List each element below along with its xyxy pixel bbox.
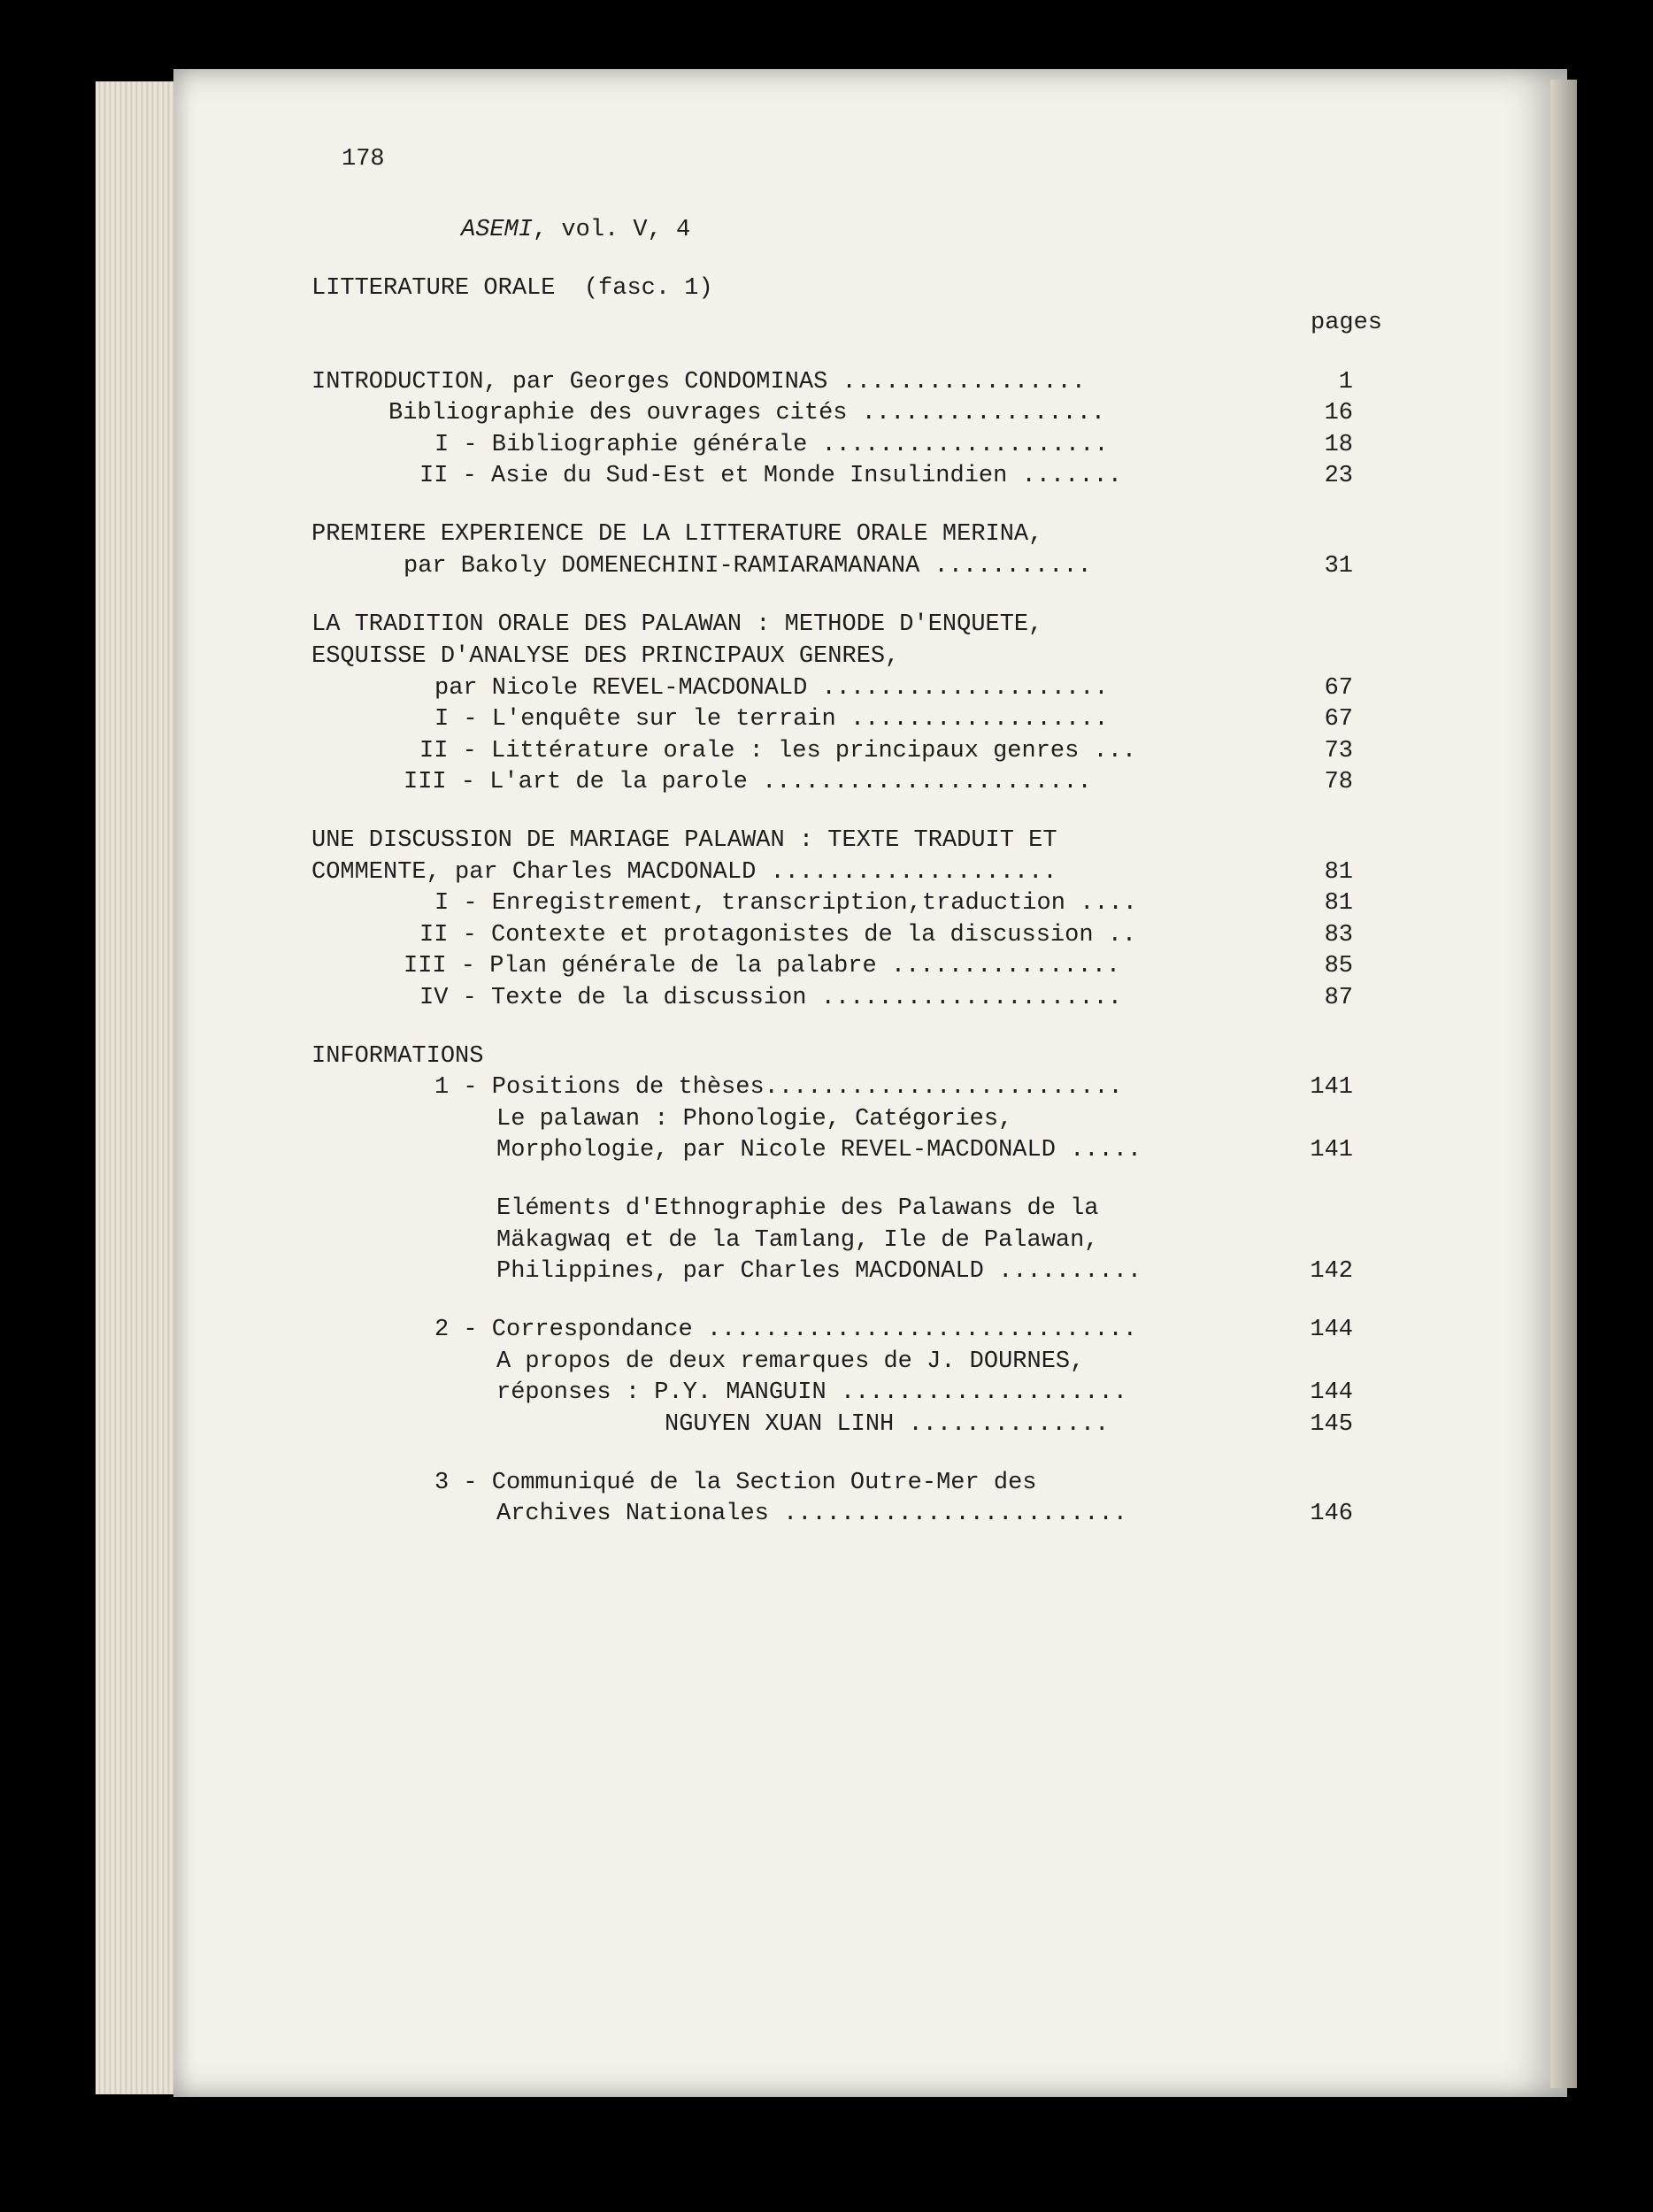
toc-entry: NGUYEN XUAN LINH ..............: [665, 1411, 1110, 1438]
toc-entry: II - Littérature orale : les principaux genres ...: [419, 738, 1137, 764]
toc-page: 73: [1324, 738, 1353, 764]
table-of-contents: [173, 69, 1567, 2097]
toc-entry: II - Contexte et protagonistes de la discussion ..: [419, 922, 1137, 949]
toc-entry: par Nicole REVEL-MACDONALD ....................: [434, 675, 1109, 702]
toc-entry: I - L'enquête sur le terrain ..................: [434, 706, 1109, 733]
toc-entry: II - Asie du Sud-Est et Monde Insulindien .......: [419, 463, 1122, 489]
toc-page: 83: [1324, 922, 1353, 949]
toc-entry: Le palawan : Phonologie, Catégories,: [496, 1106, 1013, 1133]
book-page-edges: [96, 81, 181, 2094]
toc-page: 81: [1324, 859, 1353, 886]
toc-entry: réponses : P.Y. MANGUIN ....................: [496, 1379, 1127, 1406]
toc-page: 146: [1310, 1501, 1353, 1527]
running-head: [461, 216, 690, 244]
toc-entry: I - Enregistrement, transcription,traduction ....: [434, 890, 1137, 917]
toc-page: 144: [1310, 1317, 1353, 1343]
journal-name: ASEMI: [461, 217, 534, 243]
toc-entry: A propos de deux remarques de J. DOURNES,: [496, 1348, 1085, 1375]
toc-entry: IV - Texte de la discussion .....................: [419, 985, 1122, 1011]
toc-entry: UNE DISCUSSION DE MARIAGE PALAWAN : TEXTE TRADUIT ET: [311, 827, 1057, 854]
toc-page: 1: [1338, 369, 1353, 396]
toc-entry: 3 - Communiqué de la Section Outre-Mer des: [434, 1470, 1037, 1496]
toc-entry: 2 - Correspondance ..............................: [434, 1317, 1137, 1343]
toc-entry: Philippines, par Charles MACDONALD ..........: [496, 1258, 1142, 1285]
toc-entry: ESQUISSE D'ANALYSE DES PRINCIPAUX GENRES,: [311, 643, 900, 670]
running-head-rest: , vol. V, 4: [533, 217, 691, 243]
toc-entry: par Bakoly DOMENECHINI-RAMIARAMANANA ...........: [404, 553, 1092, 580]
toc-page: 141: [1310, 1137, 1353, 1164]
toc-page: 145: [1310, 1411, 1353, 1438]
toc-entry: Morphologie, par Nicole REVEL-MACDONALD .....: [496, 1137, 1142, 1164]
toc-page: 85: [1324, 953, 1353, 979]
toc-page: 23: [1324, 463, 1353, 489]
toc-entry: Eléments d'Ethnographie des Palawans de la: [496, 1195, 1099, 1222]
toc-page: 78: [1324, 769, 1353, 795]
toc-entry: INFORMATIONS: [311, 1043, 484, 1070]
toc-page: 142: [1310, 1258, 1353, 1285]
toc-page: 81: [1324, 890, 1353, 917]
section-title: LITTERATURE ORALE (fasc. 1): [311, 275, 713, 302]
toc-page: 16: [1324, 400, 1353, 426]
toc-entry: III - L'art de la parole .......................: [404, 769, 1092, 795]
toc-entry: I - Bibliographie générale ....................: [434, 432, 1109, 458]
toc-page: 67: [1324, 706, 1353, 733]
toc-entry: INTRODUCTION, par Georges CONDOMINAS .................: [311, 369, 1086, 396]
toc-entry: PREMIERE EXPERIENCE DE LA LITTERATURE ORALE MERINA,: [311, 521, 1043, 548]
toc-entry: Archives Nationales ........................: [496, 1501, 1127, 1527]
toc-entry: COMMENTE, par Charles MACDONALD ....................: [311, 859, 1057, 886]
toc-entry: III - Plan générale de la palabre ................: [404, 953, 1121, 979]
toc-entry: 1 - Positions de thèses.........................: [434, 1074, 1123, 1101]
page-number: 178: [342, 146, 385, 173]
toc-entry: LA TRADITION ORALE DES PALAWAN : METHODE D'ENQUETE,: [311, 611, 1043, 638]
toc-page: 67: [1324, 675, 1353, 702]
toc-page: 87: [1324, 985, 1353, 1011]
toc-entry: Mäkagwaq et de la Tamlang, Ile de Palawan,: [496, 1227, 1099, 1254]
toc-page: 18: [1324, 432, 1353, 458]
toc-page: 31: [1324, 553, 1353, 580]
toc-page: 141: [1310, 1074, 1353, 1101]
pages-header: pages: [1311, 310, 1383, 336]
toc-entry: Bibliographie des ouvrages cités .................: [388, 400, 1106, 426]
toc-page: 144: [1310, 1379, 1353, 1406]
